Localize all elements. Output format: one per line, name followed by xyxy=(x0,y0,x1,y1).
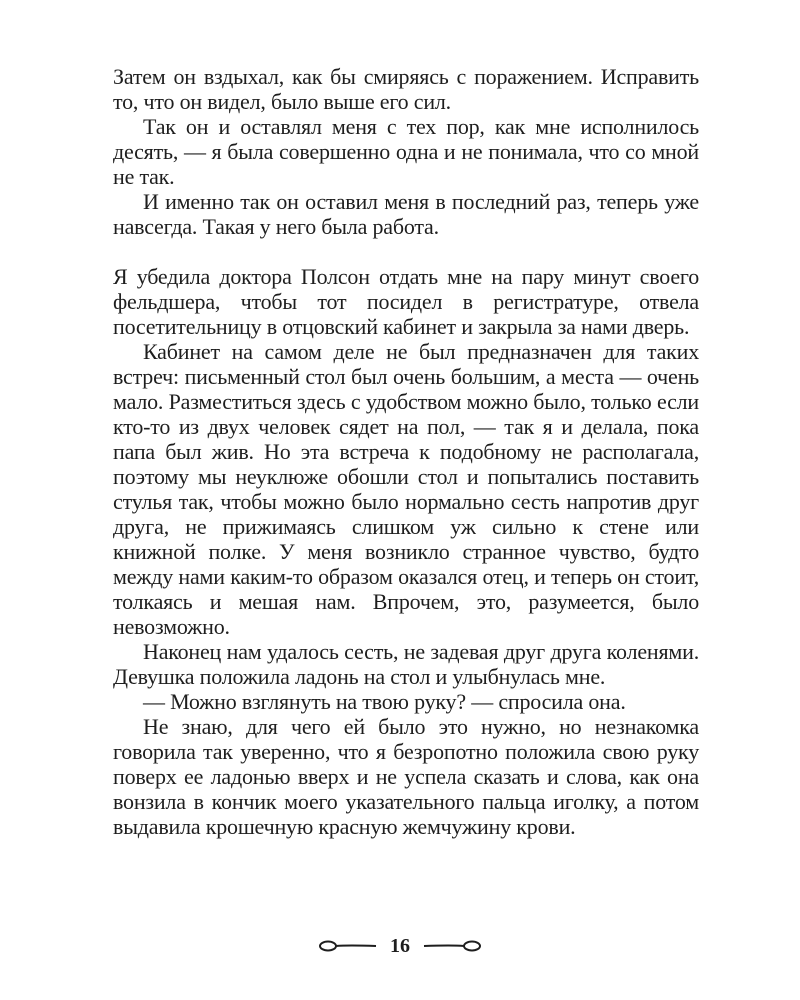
paragraph: Я убедила доктора Полсон отдать мне на пару минут своего фельдшера, чтобы тот посидел в регистратуре, отвела посетительницу в отцовский кабинет и закрыла за нами дверь. xyxy=(113,264,699,339)
page-number: 16 xyxy=(390,935,410,957)
flourish-right-icon xyxy=(422,938,482,954)
paragraph: Не знаю, для чего ей было это нужно, но незнакомка говорила так уверенно, что я безропотно положила свою руку поверх ее ладонью вверх и не успела сказать и слова, как она вонзила в кончик моего указательного пальца иголку, а потом выдавила крошечную красную жемчужину крови. xyxy=(113,714,699,839)
scene-break xyxy=(113,239,699,264)
body-text xyxy=(113,64,699,839)
flourish-left-icon xyxy=(318,938,378,954)
paragraph: Затем он вздыхал, как бы смиряясь с поражением. Исправить то, что он видел, было выше его сил. xyxy=(113,64,699,114)
paragraph: Кабинет на самом деле не был предназначен для таких встреч: письменный стол был очень большим, а места — очень мало. Разместиться здесь с удобством можно было, только если кто-то из двух человек сядет на пол, — так я и делала, пока папа был жив. Но эта встреча к подобному не располагала, поэтому мы неуклюже обошли стол и попытались поставить стулья так, чтобы можно было нормально сесть напротив друг друга, не прижимаясь слишком уж сильно к стене или книжной полке. У меня возникло странное чувство, будто между нами каким-то образом оказался отец, и теперь он стоит, толкаясь и мешая нам. Впрочем, это, разумеется, было невозможно. xyxy=(113,339,699,639)
paragraph: Так он и оставлял меня с тех пор, как мне исполнилось десять, — я была совершенно одна и не понимала, что со мной не так. xyxy=(113,114,699,189)
paragraph: Наконец нам удалось сесть, не задевая друг друга коленями. Девушка положила ладонь на стол и улыбнулась мне. xyxy=(113,639,699,689)
page-footer xyxy=(0,931,800,961)
paragraph: И именно так он оставил меня в последний раз, теперь уже навсегда. Такая у него была работа. xyxy=(113,189,699,239)
paragraph: — Можно взглянуть на твою руку? — спросила она. xyxy=(143,689,626,714)
